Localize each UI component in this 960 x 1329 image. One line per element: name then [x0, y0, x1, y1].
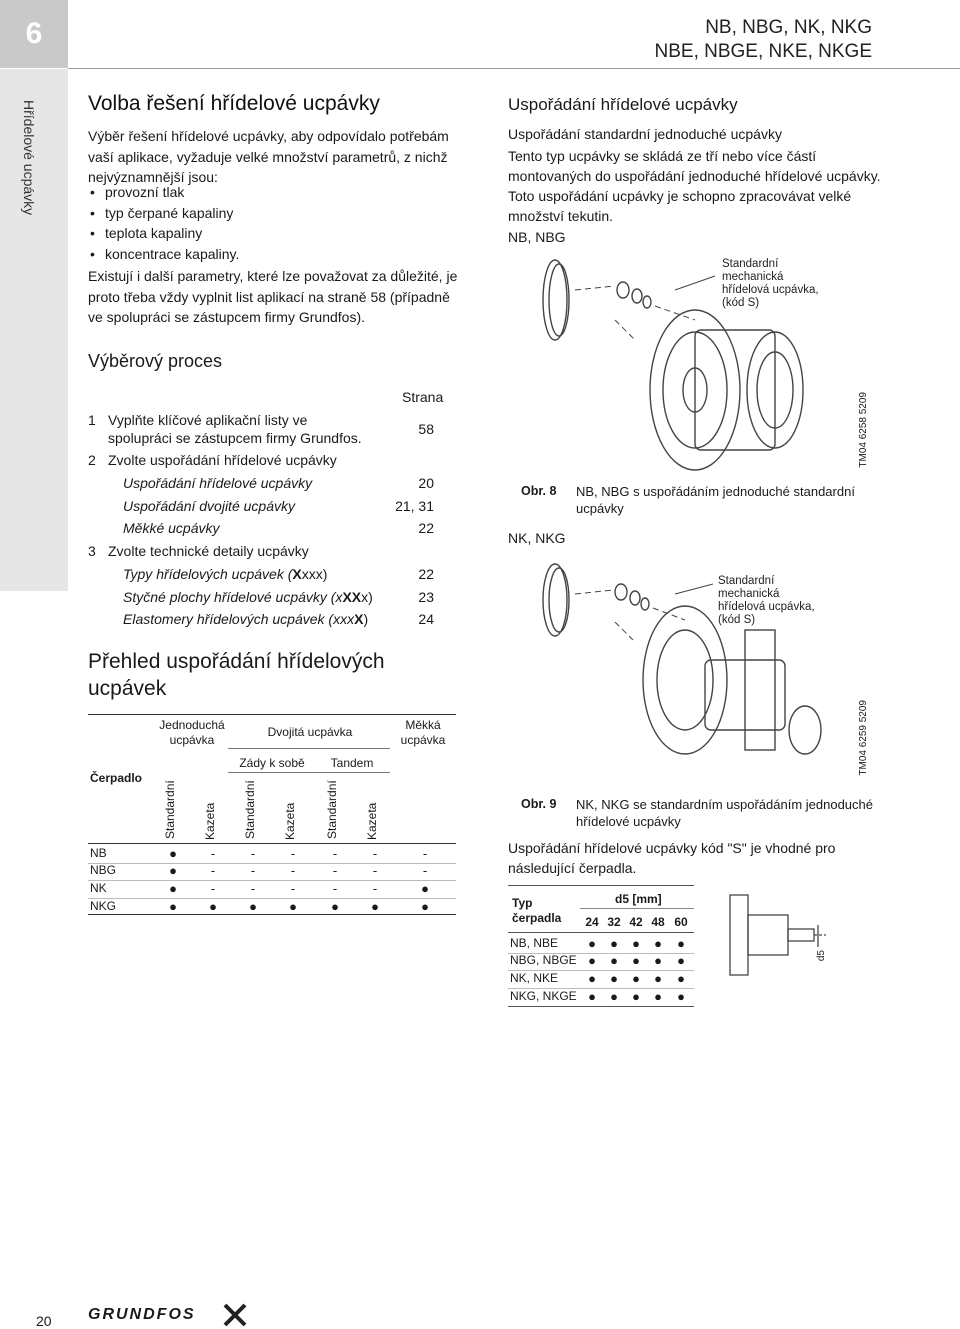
substep-page: 24	[418, 611, 434, 627]
arrangement-title: Uspořádání hřídelové ucpávky	[508, 95, 738, 114]
step-number: 1	[88, 412, 96, 428]
col-header-single: Jednoduchá ucpávka	[159, 718, 225, 747]
table-cell: ●	[169, 899, 177, 914]
table-rule	[88, 863, 456, 864]
table-row-pump: NB	[90, 846, 107, 860]
col-header-standard: Standardní	[163, 780, 177, 839]
substep-page: 21, 31	[395, 498, 434, 514]
table-cell: ●	[632, 936, 640, 951]
table-cell: -	[250, 881, 256, 896]
col-header-pump: Čerpadlo	[90, 771, 143, 785]
col-header-cassette: Kazeta	[203, 802, 217, 840]
additional-parameters-text: Existují i další parametry, které lze považovat za důležité, je proto třeba vždy vyplnit list aplikací na straně 58 (případně ve spolupráci se zástupcem firmy Grundfos).	[88, 268, 458, 326]
figure-9-label: Obr. 9	[521, 797, 557, 811]
substep-label: Měkké ucpávky	[123, 520, 220, 536]
overview-title: Přehled uspořádání hřídelových ucpávek	[88, 650, 385, 700]
table-cell: ●	[289, 899, 297, 914]
process-step-2	[88, 452, 448, 470]
table-rule	[88, 880, 456, 881]
list-item: • teplota kapaliny	[88, 223, 239, 244]
table-rule	[228, 748, 390, 749]
table-rule	[508, 885, 694, 886]
figure-9-caption: NK, NKG se standardním uspořádáním jednoduché hřídelové ucpávky	[576, 797, 874, 829]
grundfos-logo-icon	[222, 1302, 248, 1328]
table-cell: -	[332, 846, 338, 861]
size-header: 48	[651, 915, 665, 929]
step-text-line2: spolupráci se zástupcem firmy Grundfos.	[108, 430, 362, 446]
table-rule	[508, 1006, 694, 1007]
size-header: 32	[607, 915, 621, 929]
table-cell: -	[372, 846, 378, 861]
substep-label: Elastomery hřídelových ucpávek (xxxX)	[123, 611, 369, 627]
table-cell: ●	[610, 989, 618, 1004]
col-header-cassette: Kazeta	[365, 802, 379, 840]
drawing-code-2: TM04 6259 5209	[858, 700, 869, 776]
table-cell: -	[250, 863, 256, 878]
table-row-pump: NK, NKE	[510, 971, 559, 985]
list-item: • provozní tlak	[88, 182, 239, 203]
table-row-pump: NB, NBE	[510, 936, 559, 950]
table-row-pump: NKG	[90, 899, 117, 913]
table-cell: -	[210, 881, 216, 896]
table-row-pump: NK	[90, 881, 107, 895]
table-cell: ●	[371, 899, 379, 914]
table-cell: ●	[654, 971, 662, 986]
table-cell: -	[290, 846, 296, 861]
size-header: 24	[585, 915, 599, 929]
table-cell: ●	[654, 936, 662, 951]
col-header-standard: Standardní	[243, 780, 257, 839]
table-cell: ●	[677, 936, 685, 951]
table-rule	[88, 914, 456, 915]
table-cell: -	[210, 863, 216, 878]
col-header-d5: d5 [mm]	[615, 892, 662, 906]
table-cell: -	[210, 846, 216, 861]
process-title: Výběrový proces	[88, 351, 223, 371]
col-header-tandem: Tandem	[330, 756, 374, 770]
arrangement-subtitle: Uspořádání standardní jednoduché ucpávky	[508, 126, 782, 142]
table-cell: ●	[610, 971, 618, 986]
table-cell: ●	[632, 989, 640, 1004]
list-item: • typ čerpané kapaliny	[88, 203, 239, 224]
table-row-pump: NBG	[90, 863, 117, 877]
table-cell: ●	[588, 953, 596, 968]
table-cell: ●	[677, 989, 685, 1004]
step-number: 2	[88, 452, 96, 468]
table-cell: ●	[610, 953, 618, 968]
col-header-double: Dvojitá ucpávka	[267, 725, 353, 739]
figure-8-label: Obr. 8	[521, 484, 557, 498]
size-header: 42	[629, 915, 643, 929]
table-rule	[88, 843, 456, 844]
table-rule	[88, 898, 456, 899]
process-step-1	[88, 412, 448, 452]
chapter-number: 6	[25, 17, 43, 50]
table-rule	[508, 932, 694, 933]
pump-d5-diagram	[722, 885, 832, 995]
table-cell: -	[250, 846, 256, 861]
table-row-pump: NKG, NKGE	[510, 989, 577, 1003]
table-cell: ●	[169, 846, 177, 861]
table-cell: ●	[677, 971, 685, 986]
table-cell: ●	[421, 899, 429, 914]
table-cell: ●	[588, 989, 596, 1004]
col-header-cassette: Kazeta	[283, 802, 297, 840]
header-title	[655, 16, 873, 64]
col-header-standard: Standardní	[325, 780, 339, 839]
table-rule	[88, 714, 456, 715]
size-header: 60	[674, 915, 688, 929]
table-cell: ●	[588, 936, 596, 951]
page-column-header: Strana	[402, 389, 444, 405]
table-rule	[228, 772, 390, 773]
table-cell: ●	[169, 881, 177, 896]
intro-text: Výběr řešení hřídelové ucpávky, aby odpovídalo potřebám vaší aplikace, vyžaduje velké množství parametrů, z nichž nejvýznamnější jsou:	[88, 128, 449, 186]
figure-8-caption: NB, NBG s uspořádáním jednoduché standardní ucpávky	[576, 484, 855, 516]
substep-label: Styčné plochy hřídelové ucpávky (xXXx)	[123, 589, 373, 605]
table-cell: -	[290, 863, 296, 878]
header-title-line1: NB, NBG, NK, NKG	[705, 17, 872, 38]
table-cell: -	[372, 881, 378, 896]
step-text: Zvolte technické detaily ucpávky	[108, 543, 309, 559]
table-cell: ●	[677, 953, 685, 968]
substep-label: Uspořádání hřídelové ucpávky	[123, 475, 313, 491]
substep-page: 22	[418, 566, 434, 582]
table-cell: ●	[169, 863, 177, 878]
list-item: • koncentrace kapaliny.	[88, 244, 239, 265]
table-cell: -	[332, 863, 338, 878]
grundfos-logo: GRUNDFOS	[88, 1306, 196, 1323]
side-tab-label: Hřídelové ucpávky	[21, 100, 37, 216]
table-cell: ●	[632, 971, 640, 986]
table-cell: ●	[421, 881, 429, 896]
substep-page: 22	[418, 520, 434, 536]
table-cell: -	[372, 863, 378, 878]
pump-label-nb: NB, NBG	[508, 229, 566, 245]
table-cell: -	[290, 881, 296, 896]
col-header-pump-type: Typ čerpadla	[512, 896, 562, 925]
table-cell: ●	[331, 899, 339, 914]
pump-label-nk: NK, NKG	[508, 530, 566, 546]
table-cell: ●	[249, 899, 257, 914]
substep-label: Typy hřídelových ucpávek (Xxxx)	[123, 566, 328, 582]
suitability-text: Uspořádání hřídelové ucpávky kód "S" je vhodné pro následující čerpadla.	[508, 840, 836, 876]
table-cell: -	[422, 863, 428, 878]
table-row-pump: NBG, NBGE	[510, 953, 577, 967]
step-page: 58	[418, 421, 434, 437]
header-rule	[68, 68, 960, 69]
table-rule	[580, 908, 694, 909]
table-cell: ●	[654, 953, 662, 968]
table-cell: ●	[632, 953, 640, 968]
table-cell: ●	[654, 989, 662, 1004]
process-step-3	[88, 543, 448, 561]
table-cell: -	[332, 881, 338, 896]
substep-label: Uspořádání dvojité ucpávky	[123, 498, 295, 514]
col-header-back-to-back: Zády k sobě	[239, 756, 305, 770]
arrangement-text: Tento typ ucpávky se skládá ze tří nebo více částí montovaných do uspořádání jednoduché hřídelové ucpávky. Toto uspořádání ucpávky je schopno zpracovávat velké množství tekutin.	[508, 148, 881, 224]
d5-label: d5	[816, 950, 827, 962]
col-header-soft: Měkká ucpávka	[400, 718, 446, 747]
parameter-list	[88, 182, 239, 265]
step-text-line1: Vyplňte klíčové aplikační listy ve	[108, 412, 308, 428]
page-number: 20	[36, 1313, 52, 1329]
drawing-code-1: TM04 6258 5209	[858, 392, 869, 468]
step-number: 3	[88, 543, 96, 559]
substep-page: 23	[418, 589, 434, 605]
table-cell: ●	[610, 936, 618, 951]
header-title-line2: NBE, NBGE, NKE, NKGE	[654, 41, 872, 62]
step-text: Zvolte uspořádání hřídelové ucpávky	[108, 452, 337, 468]
section-title: Volba řešení hřídelové ucpávky	[88, 92, 380, 115]
table-cell: ●	[588, 971, 596, 986]
substep-page: 20	[418, 475, 434, 491]
seal-callout-1: Standardní mechanická hřídelová ucpávka, (kód S)	[722, 258, 819, 309]
table-cell: -	[422, 846, 428, 861]
seal-callout-2: Standardní mechanická hřídelová ucpávka, (kód S)	[718, 575, 815, 626]
table-cell: ●	[209, 899, 217, 914]
